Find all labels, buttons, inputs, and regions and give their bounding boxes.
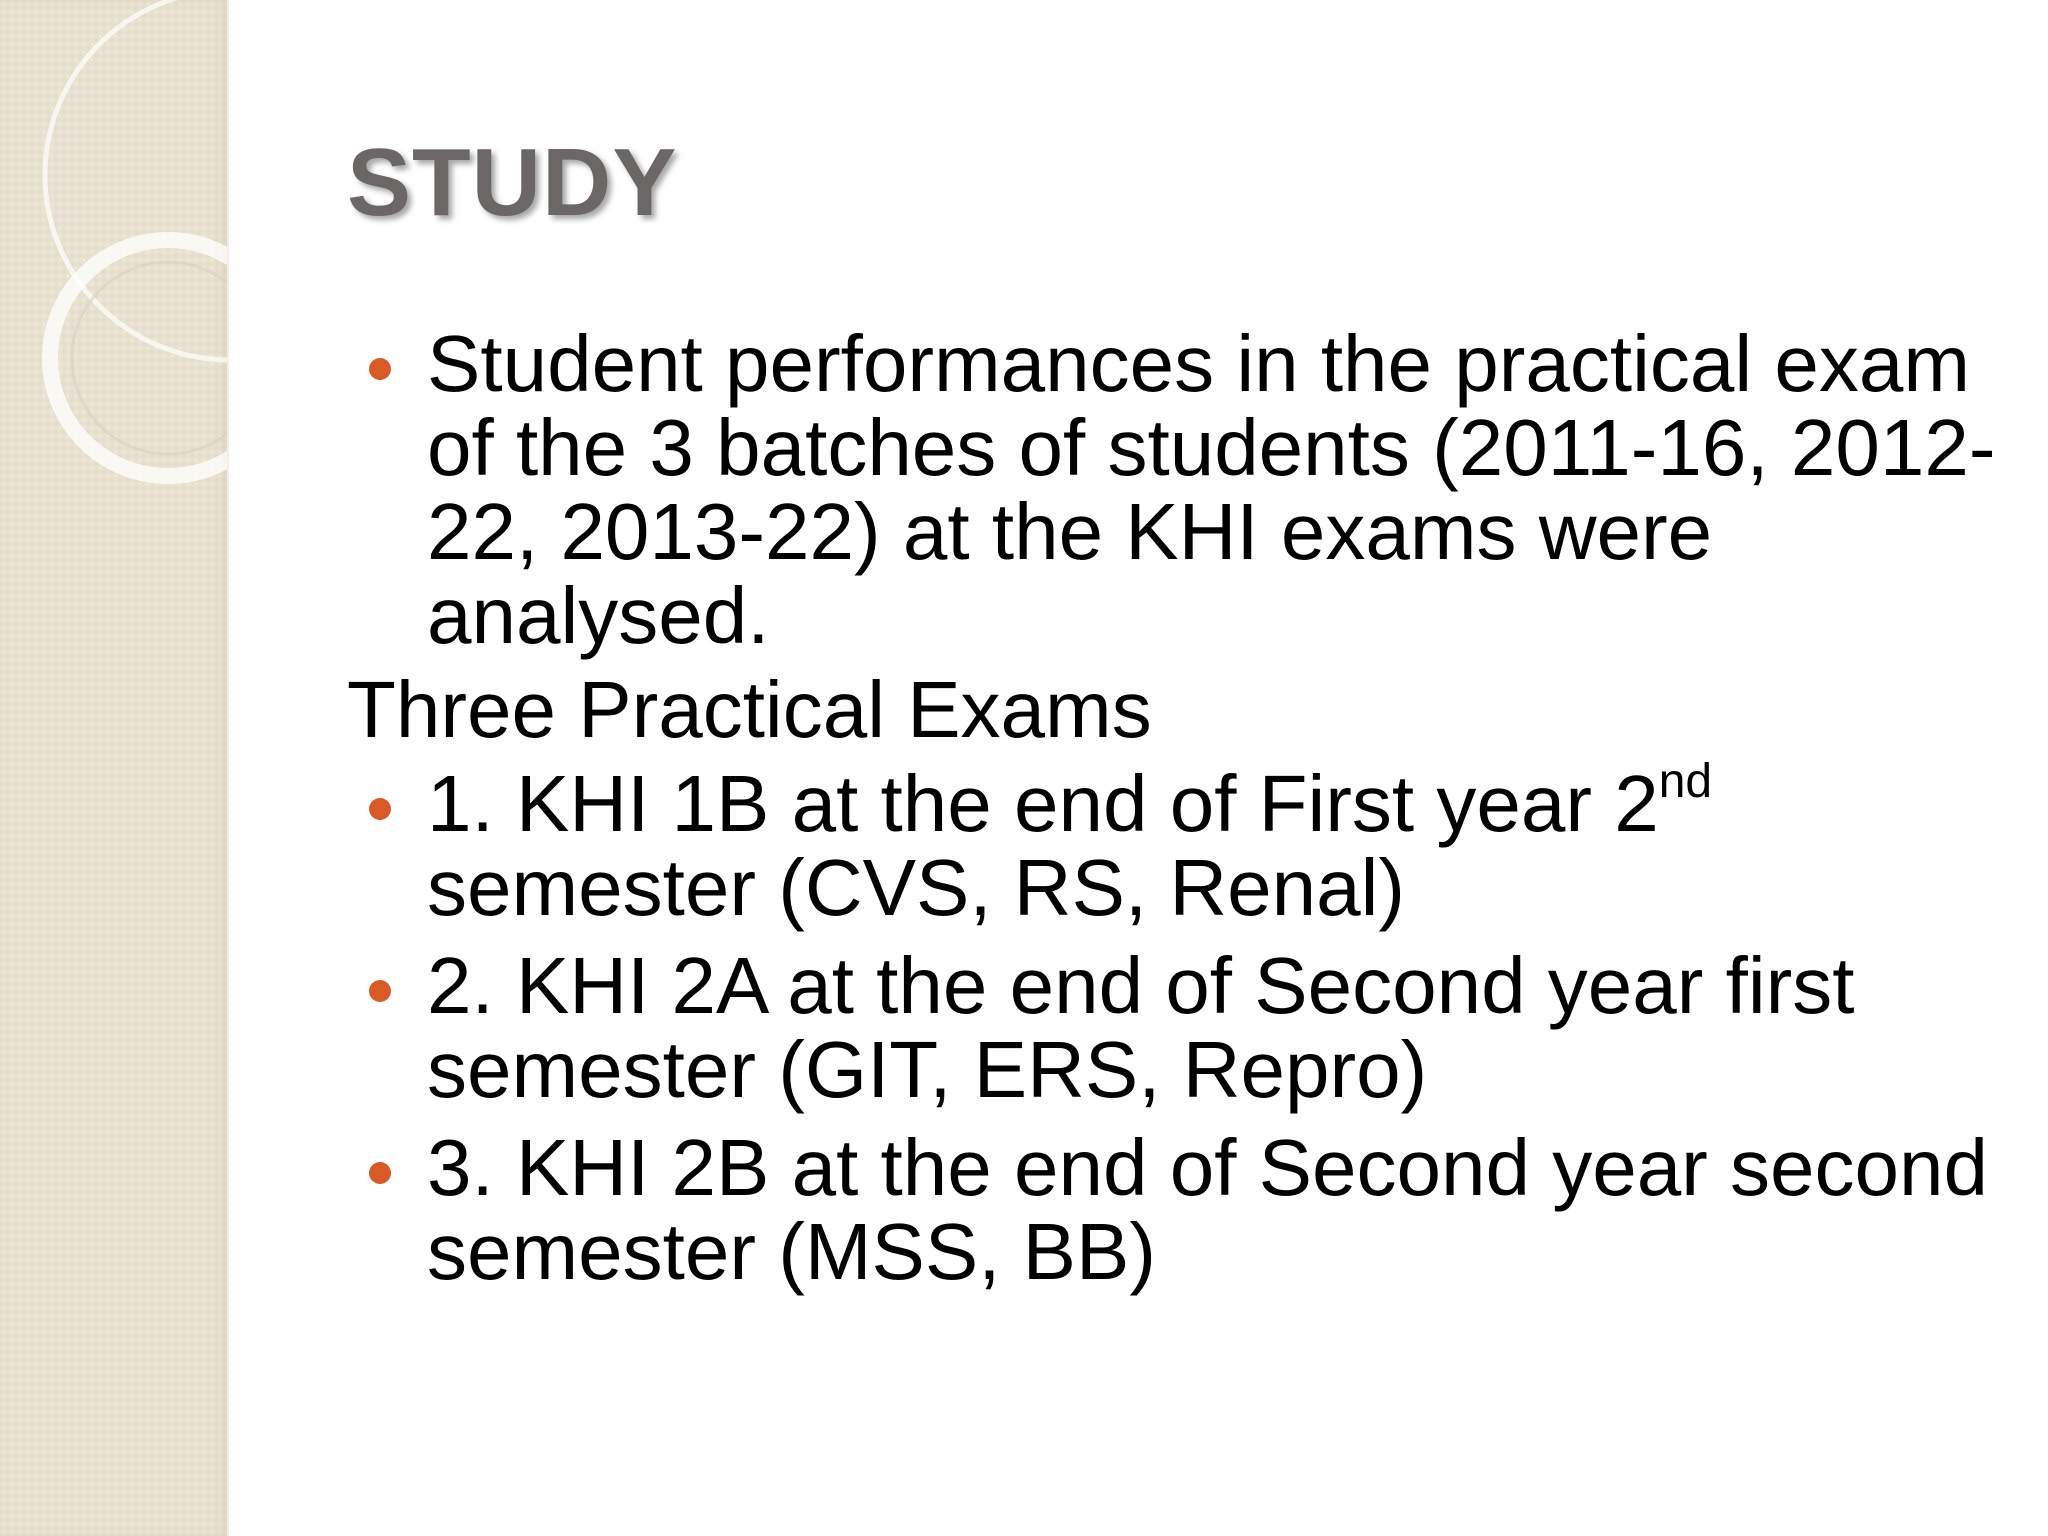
bullet-text: 3. KHI 2B at the end of Second year second semester (MSS, BB)	[427, 1123, 1989, 1296]
decorative-rings	[0, 0, 227, 520]
bullet-dot-icon	[369, 980, 391, 1002]
decorative-side-panel	[0, 0, 229, 1536]
slide-title: STUDY	[347, 129, 678, 236]
bullet-item-khi-2b	[347, 1123, 2007, 1296]
bullet-text-rest: semester (CVS, RS, Renal)	[427, 843, 1406, 932]
bullet-item-khi-2a	[347, 941, 2007, 1114]
bullet-text: 2. KHI 2A at the end of Second year first semester (GIT, ERS, Repro)	[427, 941, 1855, 1114]
bullet-item-study	[347, 319, 2007, 660]
slide-body	[347, 319, 2007, 1296]
bullet-item-khi-1b	[347, 755, 2007, 932]
superscript: nd	[1658, 755, 1713, 808]
subheading: Three Practical Exams	[347, 665, 1152, 754]
bullet-dot-icon	[369, 358, 391, 380]
bullet-dot-icon	[369, 1162, 391, 1184]
bullet-dot-icon	[369, 798, 391, 820]
bullet-text: Student performances in the practical exam of the 3 batches of students (2011-16, 2012-22, 2013-22) at the KHI exams were analysed.	[427, 319, 1996, 660]
bullet-text: 1. KHI 1B at the end of First year 2	[427, 759, 1659, 848]
